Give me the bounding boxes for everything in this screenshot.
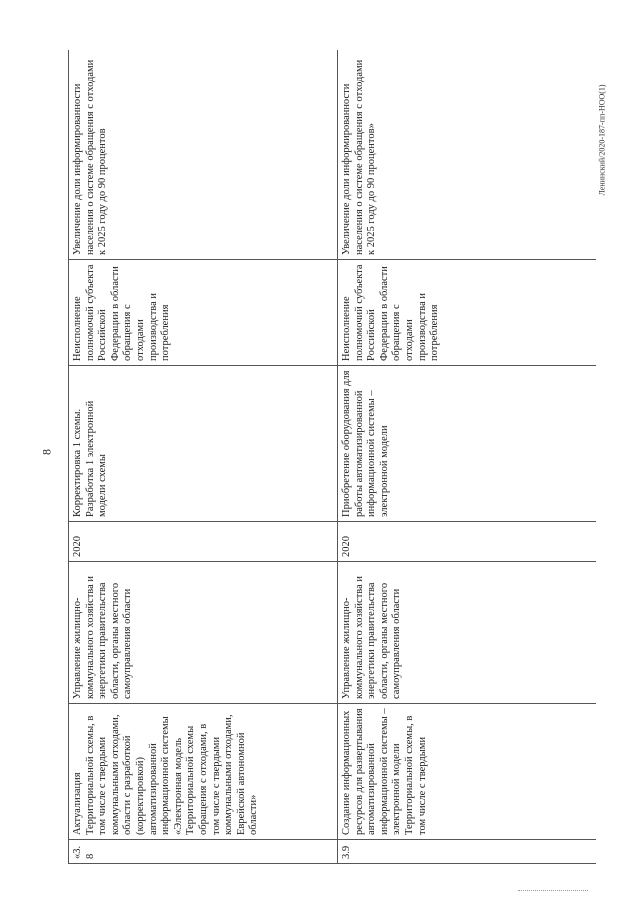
action-cell: Создание информационных ресурсов для развертывания автоматизированной информационной системы – электронной модели Территориальной схемы, в том числе с твердыми	[338, 704, 597, 840]
measures-table-frame	[68, 50, 596, 864]
consequences-cell: Неисполнение полномочий субъекта Российской Федерации в области обращения с отходами производства и потребления	[338, 260, 597, 366]
consequences-cell: Неисполнение полномочий субъекта Российской Федерации в области обращения с отходами производства и потребления	[69, 260, 338, 366]
row-number: «3.8	[69, 840, 338, 864]
table-row	[338, 50, 597, 864]
row-number: 3.9	[338, 840, 597, 864]
action-cell: Актуализация Территориальной схемы, в том числе с твердыми коммунальными отходами, области с разработкой (корректировкой) автоматизированной информационной системы «Электронная модель Территориальной схемы обращения с отходами, в том числе с твердыми коммунальными отходами, Еврейской автономной области»	[69, 704, 338, 840]
result-cell: Корректировка 1 схемы. Разработка 1 электронной модели схемы	[69, 366, 338, 522]
measures-table	[68, 50, 596, 864]
responsible-cell: Управление жилищно-коммунального хозяйства и энергетики правительства области, органы местного самоуправления области	[338, 562, 597, 704]
indicator-link-cell: Увеличение доли информированности населения о системе обращения с отходами к 2025 году до 90 процентов»	[338, 50, 597, 260]
year-cell: 2020	[69, 522, 338, 562]
document-id: Ленинский/2020-187-пп-НОО(1)	[597, 84, 607, 196]
footer-divider	[518, 890, 588, 891]
page-number: 8	[39, 449, 54, 455]
rotated-table-container	[68, 50, 596, 864]
responsible-cell: Управление жилищно-коммунального хозяйства и энергетики правительства области, органы местного самоуправления области	[69, 562, 338, 704]
year-cell: 2020	[338, 522, 597, 562]
indicator-link-cell: Увеличение доли информированности населения о системе обращения с отходами к 2025 году до 90 процентов	[69, 50, 338, 260]
table-row	[69, 50, 338, 864]
result-cell: Приобретение оборудования для работы автоматизированной информационной системы – электронной модели	[338, 366, 597, 522]
